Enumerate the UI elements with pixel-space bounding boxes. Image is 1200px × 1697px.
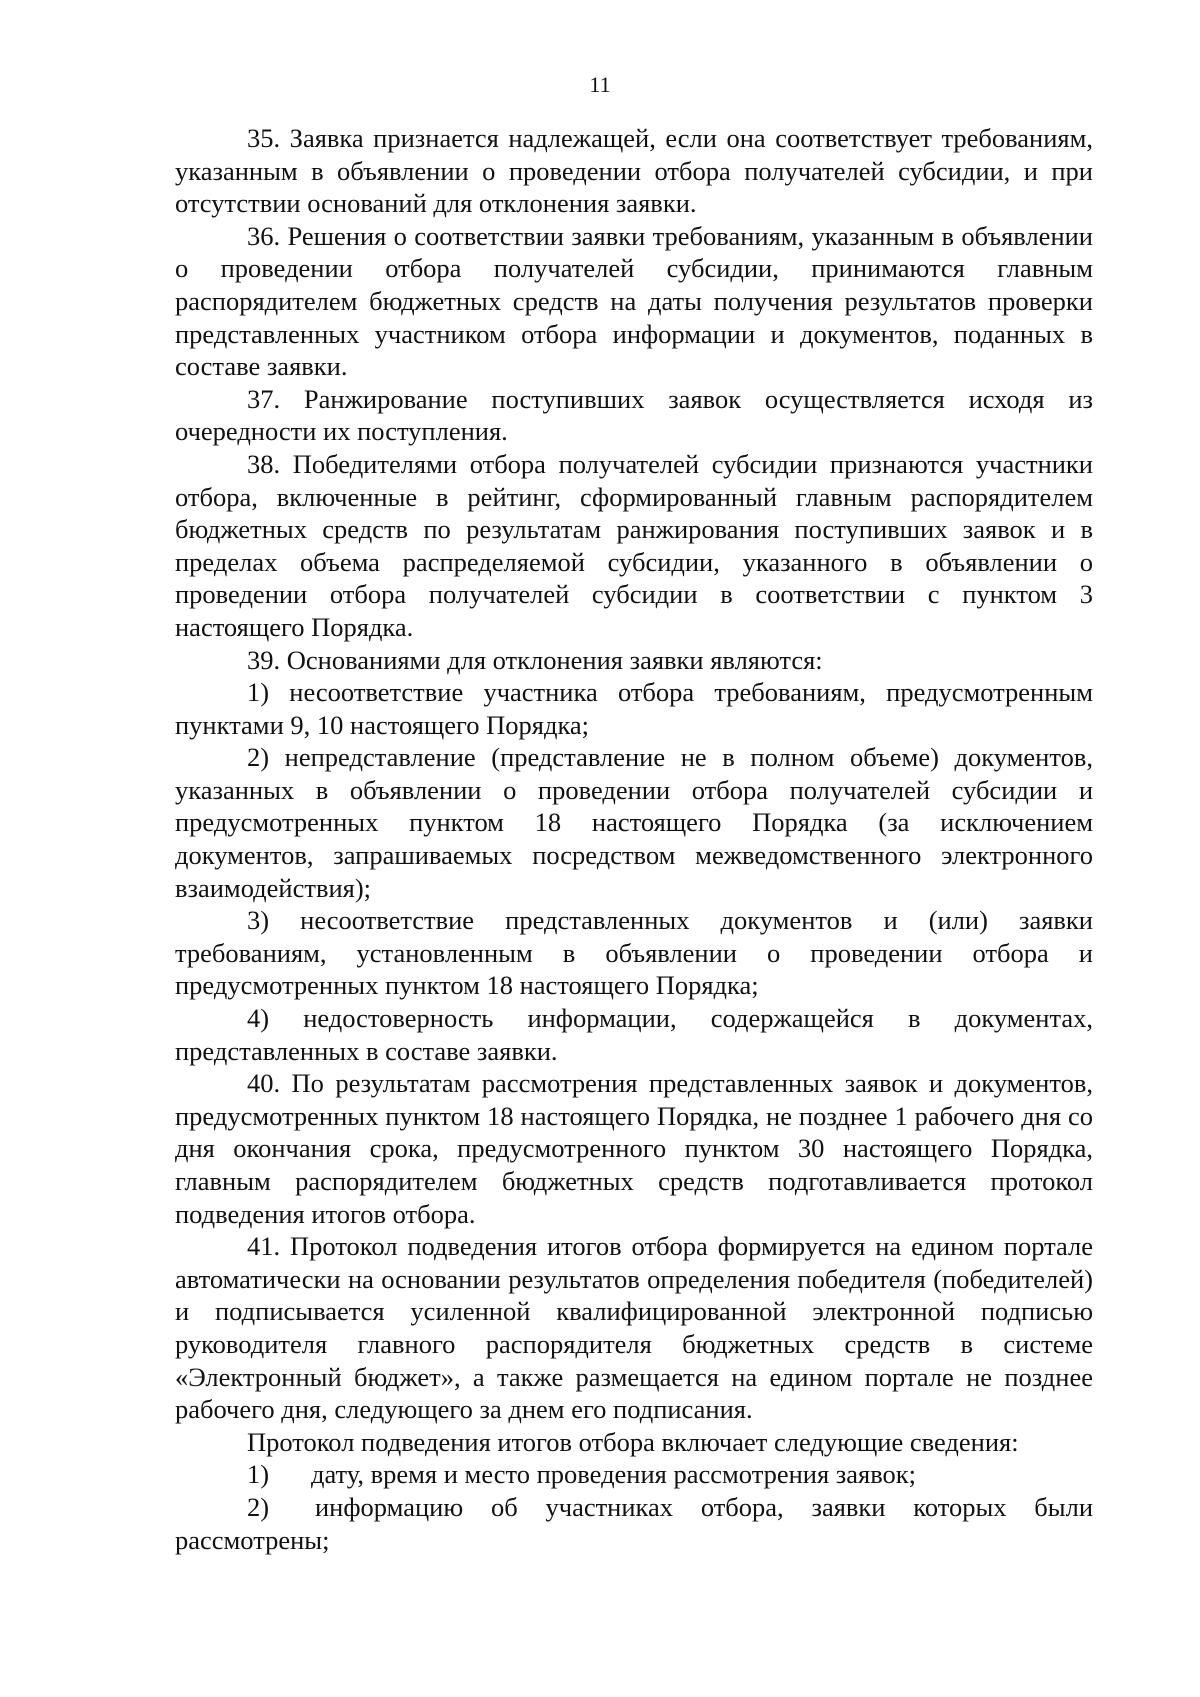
- paragraph-36: 36. Решения о соответствии заявки требованиям, указанным в объявлении о проведении отбора получателей субсидии, принимаются главным распорядителем бюджетных средств на даты получения результатов проверки представленных участником отбора информации и документов, поданных в составе заявки.: [175, 220, 1093, 382]
- paragraph-38: 38. Победителями отбора получателей субсидии признаются участники отбора, включенные в рейтинг, сформированный главным распорядителем бюджетных средств по результатам ранжирования поступивших заявок и в пределах объема распределяемой субсидии, указанного в объявлении о проведении отбора получателей субсидии в соответствии с пунктом 3 настоящего Порядка.: [175, 448, 1093, 642]
- paragraph-35: 35. Заявка признается надлежащей, если она соответствует требованиям, указанным в объявлении о проведении отбора получателей субсидии, и при отсутствии оснований для отклонения заявки.: [175, 123, 1093, 219]
- paragraph-protocol-intro: Протокол подведения итогов отбора включает следующие сведения:: [247, 1426, 1019, 1457]
- paragraph-39: 39. Основаниями для отклонения заявки являются:: [247, 644, 823, 675]
- list-item: [175, 1491, 1093, 1556]
- paragraph-37: 37. Ранжирование поступивших заявок осуществляется исходя из очередности их поступления.: [175, 383, 1093, 447]
- list-item-text: дату, время и место проведения рассмотрения заявок;: [311, 1459, 917, 1490]
- page-number: 11: [589, 72, 611, 97]
- list-item: [175, 1458, 1093, 1491]
- paragraph-39-item-3: 3) несоответствие представленных документов и (или) заявки требованиям, установленным в объявлении о проведении отбора и предусмотренных пунктом 18 настоящего Порядка;: [175, 905, 1093, 1001]
- paragraph-41: 41. Протокол подведения итогов отбора формируется на едином портале автоматически на основании результатов определения победителя (победителей) и подписывается усиленной квалифицированной электронной подписью руководителя главного распорядителя бюджетных средств в системе «Электронный бюджет», а также размещается на едином портале не позднее рабочего дня, следующего за днем его подписания.: [175, 1231, 1093, 1425]
- paragraph-39-item-1: 1) несоответствие участника отбора требованиям, предусмотренным пунктами 9, 10 настоящего Порядка;: [175, 677, 1093, 740]
- list-item-number: 1): [247, 1459, 270, 1490]
- list-item-number: 2): [247, 1491, 270, 1522]
- paragraph-40: 40. По результатам рассмотрения представленных заявок и документов, предусмотренных пунктом 18 настоящего Порядка, не позднее 1 рабочего дня со дня окончания срока, предусмотренного пунктом 30 настоящего Порядка, главным распорядителем бюджетных средств подготавливается протокол подведения итогов отбора.: [175, 1068, 1093, 1229]
- list-item-text: информацию об участниках отбора, заявки которых были рассмотрены;: [175, 1491, 1093, 1555]
- document-body: [175, 122, 1093, 1556]
- paragraph-39-item-2: 2) непредставление (представление не в полном объеме) документов, указанных в объявлении о проведении отбора получателей субсидии и предусмотренных пунктом 18 настоящего Порядка (за исключением документов, запрашиваемых посредством межведомственного электронного взаимодействия);: [175, 742, 1093, 903]
- paragraph-39-item-4: 4) недостоверность информации, содержащейся в документах, представленных в составе заявки.: [175, 1003, 1093, 1066]
